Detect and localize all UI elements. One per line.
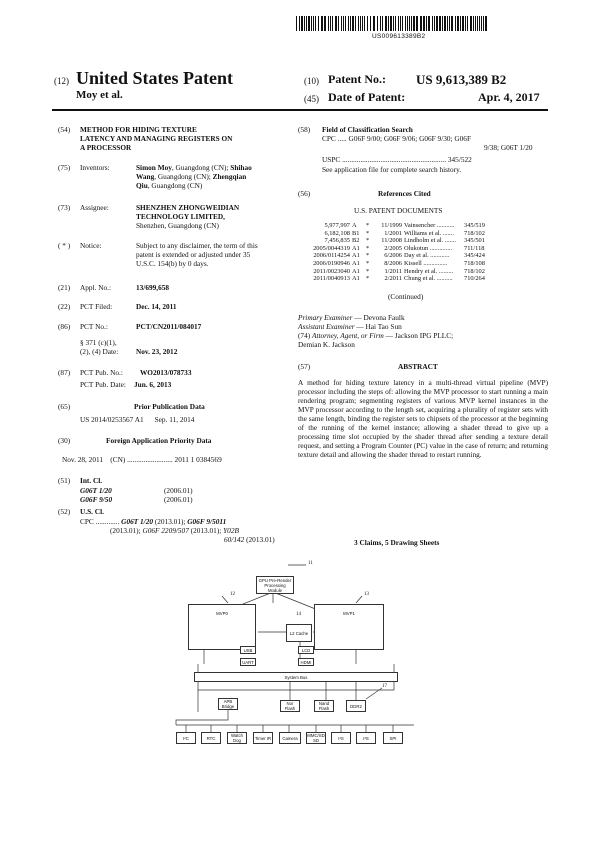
patent-type-title: United States Patent xyxy=(76,68,233,88)
barcode-bar xyxy=(411,16,412,31)
int-cl-title: Int. Cl. xyxy=(80,476,103,485)
reference-cls: 345/501 xyxy=(464,237,485,245)
reference-date: 2/2005 xyxy=(384,244,402,252)
notice-line-2: patent is extended or adjusted under 35 xyxy=(136,250,251,259)
header-rule xyxy=(52,109,548,111)
barcode-bar xyxy=(413,16,415,31)
attorney-line-1 xyxy=(298,331,453,340)
primary-examiner-label: Primary Examiner xyxy=(298,313,353,322)
usb-block: USB xyxy=(240,646,256,654)
reference-name: Chung et al. .......... xyxy=(404,275,453,283)
figure-lines xyxy=(168,560,424,760)
reference-name: Kissell ............... xyxy=(404,259,448,267)
f75-code: (75) xyxy=(58,163,71,172)
ref-14: 14 xyxy=(296,612,301,617)
reference-kind: A1 xyxy=(352,267,360,275)
assignee-line-2: TECHNOLOGY LIMITED, xyxy=(136,212,225,221)
pct-no-value: PCT/CN2011/084017 xyxy=(136,322,202,331)
inventors-line-2: Wang, Guangdong (CN); Zhengqian xyxy=(136,172,247,181)
field-search-cpc-2: 9/38; G06T 1/20 xyxy=(484,143,533,152)
reference-row xyxy=(300,237,487,245)
foreign-priority-title: Foreign Application Priority Data xyxy=(106,436,212,445)
barcode-bar xyxy=(483,16,484,31)
barcode-bar xyxy=(455,16,456,31)
barcode xyxy=(296,16,490,31)
prior-pub-title: Prior Publication Data xyxy=(134,402,205,411)
pct-pub-no-value: WO2013/078733 xyxy=(140,368,192,377)
hdmi-block: HDMI xyxy=(298,658,314,666)
barcode-bar xyxy=(475,16,476,31)
barcode-bar xyxy=(395,16,396,31)
claims-summary: 3 Claims, 5 Drawing Sheets xyxy=(354,538,440,547)
rtc-block: RTC xyxy=(201,732,221,744)
barcode-bar xyxy=(400,16,401,31)
spi-block: SPI xyxy=(383,732,403,744)
system-bus: System Bus xyxy=(194,672,398,682)
reference-star: * xyxy=(366,237,370,245)
int-cl-2-date: (2006.01) xyxy=(164,495,193,504)
reference-star: * xyxy=(366,244,370,252)
country-code: (12) xyxy=(54,76,69,86)
barcode-bar xyxy=(467,16,468,31)
barcode-bar xyxy=(373,16,375,31)
reference-row xyxy=(300,222,487,230)
f73-code: (73) xyxy=(58,203,71,212)
reference-date: 8/2006 xyxy=(384,259,402,267)
reference-row xyxy=(300,252,487,260)
barcode-bar xyxy=(465,16,466,31)
reference-num: 2005/0044319 xyxy=(313,244,350,252)
barcode-bar xyxy=(434,16,435,31)
barcode-bar xyxy=(306,16,307,31)
reference-name: Williams et al. ....... xyxy=(404,229,454,237)
reference-date: 11/1999 xyxy=(381,222,402,229)
reference-cls: 718/108 xyxy=(464,259,485,267)
inventors-label: Inventors: xyxy=(80,163,110,172)
cpc-line2-c: (2013.01); xyxy=(188,526,224,535)
barcode-bar xyxy=(460,16,461,31)
barcode-bar xyxy=(313,16,314,31)
barcode-bar xyxy=(380,16,381,31)
barcode-bar xyxy=(393,16,394,31)
field-search-title: Field of Classification Search xyxy=(322,125,413,134)
int-cl-2: G06F 9/50 xyxy=(80,495,113,504)
barcode-bar xyxy=(343,16,344,31)
barcode-bar xyxy=(398,16,399,31)
attorney-value: — Jackson IPG PLLC; xyxy=(383,331,454,340)
barcode-bar xyxy=(355,16,356,31)
reference-num: 2011/0040913 xyxy=(313,275,350,283)
pct-no-label: PCT No.: xyxy=(80,322,108,331)
barcode-bar xyxy=(364,16,365,31)
barcode-bar xyxy=(345,16,346,31)
barcode-bar xyxy=(350,16,351,31)
reference-kind: A1 xyxy=(352,244,360,252)
reference-row xyxy=(300,245,487,253)
f57-code: (57) xyxy=(298,362,311,371)
nand-flash-block: Nand Flash xyxy=(314,700,334,712)
abstract-title: ABSTRACT xyxy=(398,362,438,371)
barcode-bar xyxy=(477,16,478,31)
date-code: (45) xyxy=(304,94,319,104)
inventors-line-3: Qiu, Guangdong (CN) xyxy=(136,181,203,190)
barcode-bar xyxy=(328,16,329,31)
reference-star: * xyxy=(366,252,370,260)
us-cl-title: U.S. Cl. xyxy=(80,507,104,516)
cpc-class-2: G06F 9/5011 xyxy=(187,517,227,526)
reference-row xyxy=(300,260,487,268)
ref-13: 13 xyxy=(364,592,369,597)
us-cl-line-2 xyxy=(110,526,239,535)
i2s-block: I²S xyxy=(331,732,351,744)
reference-cls: 345/424 xyxy=(464,252,485,260)
barcode-bar xyxy=(485,16,487,31)
f54-code: (54) xyxy=(58,125,71,134)
pct-filed-value: Dec. 14, 2011 xyxy=(136,302,177,311)
mmc-block: MMC/SD SD xyxy=(307,733,325,743)
reference-num: 7,456,835 xyxy=(324,237,350,245)
reference-kind: A xyxy=(352,222,357,229)
references-subtitle: U.S. PATENT DOCUMENTS xyxy=(354,206,443,215)
barcode-bar xyxy=(442,16,443,31)
barcode-bar xyxy=(439,16,441,31)
f30-code: (30) xyxy=(58,436,71,445)
cpc-class-1-date: (2013.01); xyxy=(153,517,188,526)
barcode-bar xyxy=(444,16,446,31)
assistant-examiner-label: Assistant Examiner xyxy=(298,322,355,331)
watchdog-block: Watch Dog xyxy=(227,732,247,744)
barcode-bar xyxy=(423,16,425,31)
notice-label: Notice: xyxy=(80,241,102,250)
patent-no-value: US 9,613,389 B2 xyxy=(416,72,507,87)
reference-star: * xyxy=(366,275,370,283)
barcode-bar xyxy=(402,16,403,31)
front-page-figure xyxy=(168,560,424,760)
title-line-2: LATENCY AND MANAGING REGISTERS ON xyxy=(80,134,233,143)
f51-code: (51) xyxy=(58,476,71,485)
reference-date: 11/2008 xyxy=(381,237,402,245)
camera-block: Camera xyxy=(279,732,301,744)
barcode-bar xyxy=(432,16,433,31)
ref-12: 12 xyxy=(230,592,235,597)
barcode-number: US009613389B2 xyxy=(372,33,426,40)
field-search-see: See application file for complete search history. xyxy=(322,165,462,174)
cpc-line3-date: (2013.01) xyxy=(244,535,275,544)
patent-no-label: Patent No.: xyxy=(328,72,386,86)
assignee-label: Assignee: xyxy=(80,203,109,212)
notice-line-3: U.S.C. 154(b) by 0 days. xyxy=(136,259,209,268)
pct-filed-label: PCT Filed: xyxy=(80,302,113,311)
barcode-bar xyxy=(360,16,361,31)
barcode-bar xyxy=(385,16,387,31)
barcode-bar xyxy=(352,16,354,31)
reference-star: * xyxy=(366,222,370,229)
field-search-cpc-1: CPC ..... G06F 9/00; G06F 9/06; G06F 9/30; G06F xyxy=(322,134,472,143)
barcode-bar xyxy=(473,16,474,31)
reference-kind: A1 xyxy=(352,259,360,267)
timer-block: Timer IR xyxy=(253,732,273,744)
patent-no-code: (10) xyxy=(304,76,319,86)
barcode-bar xyxy=(367,16,368,31)
cpc-class-1: G06T 1/20 xyxy=(121,517,153,526)
barcode-bar xyxy=(449,16,450,31)
barcode-bar xyxy=(311,16,312,31)
appl-no-value: 13/699,658 xyxy=(136,283,170,292)
references-title: References Cited xyxy=(378,189,431,198)
date-label: Date of Patent: xyxy=(328,90,406,104)
reference-kind: A1 xyxy=(352,252,360,260)
cpc-class-4: Y02B xyxy=(223,526,239,535)
f58-code: (58) xyxy=(298,125,311,134)
cpc-line2-a: (2013.01); xyxy=(110,526,143,535)
title-line-1: METHOD FOR HIDING TEXTURE xyxy=(80,125,197,134)
barcode-bar xyxy=(321,16,323,31)
assignee-line-1: SHENZHEN ZHONGWEIDIAN xyxy=(136,203,240,212)
pct-pub-no-label: PCT Pub. No.: xyxy=(80,368,123,377)
barcode-bar xyxy=(324,16,326,31)
apb-bridge-block: APB Bridge xyxy=(218,698,238,710)
barcode-bar xyxy=(457,16,459,31)
reference-name: Day et al. ............ xyxy=(404,252,450,260)
reference-star: * xyxy=(366,229,370,237)
cpc-class-3: G06F 2209/507 xyxy=(142,526,189,535)
reference-name: Lindholm et al. ....... xyxy=(404,237,457,245)
inventors-line-1: Simon Moy, Guangdong (CN); Shihao xyxy=(136,163,252,172)
barcode-bar xyxy=(481,16,482,31)
barcode-bar xyxy=(304,16,305,31)
appl-no-label: Appl. No.: xyxy=(80,283,112,292)
barcode-bar xyxy=(416,16,418,31)
section-371-line-2: (2), (4) Date: xyxy=(80,347,119,356)
notice-line-1: Subject to any disclaimer, the term of this xyxy=(136,241,258,250)
f87-code: (87) xyxy=(58,368,71,377)
reference-row xyxy=(300,275,487,283)
reference-date: 1/2011 xyxy=(384,267,402,275)
barcode-bar xyxy=(462,16,464,31)
reference-date: 2/2011 xyxy=(384,275,402,283)
nor-flash-block: Nor Flash xyxy=(280,700,300,712)
notice-code: ( * ) xyxy=(58,241,71,250)
barcode-bar xyxy=(362,16,363,31)
reference-cls: 718/102 xyxy=(464,267,485,275)
barcode-bar xyxy=(296,16,297,31)
reference-cls: 345/519 xyxy=(464,222,485,229)
reference-star: * xyxy=(366,267,370,275)
barcode-bar xyxy=(335,16,337,31)
references-continued: (Continued) xyxy=(388,292,424,301)
barcode-bar xyxy=(420,16,422,31)
reference-num: 2006/0190946 xyxy=(313,259,350,267)
f65-code: (65) xyxy=(58,402,71,411)
assistant-examiner xyxy=(298,322,402,331)
barcode-bar xyxy=(341,16,342,31)
l2-cache-block: L2 Cache xyxy=(286,624,312,642)
reference-num: 6,182,108 xyxy=(324,229,350,237)
reference-num: 5,977,997 xyxy=(324,222,350,229)
gpu-prerender-module: GPU Pre-Render Processing Module xyxy=(256,576,294,594)
foreign-priority-line: Nov. 28, 2011 (CN) ......................... 2011 1 0384569 xyxy=(62,455,222,464)
reference-num: 2006/0114254 xyxy=(313,252,350,260)
i2s-block-2: I²S xyxy=(356,732,376,744)
attorney-label: Attorney, Agent, or Firm xyxy=(312,331,384,340)
reference-kind: B2 xyxy=(352,237,360,245)
barcode-bar xyxy=(358,16,359,31)
primary-examiner-value: — Devona Faulk xyxy=(352,313,405,322)
reference-num: 2011/0023040 xyxy=(313,267,350,275)
attorney-code: (74) xyxy=(298,331,311,340)
f52-code: (52) xyxy=(58,507,71,516)
reference-row xyxy=(300,230,487,238)
reference-row xyxy=(300,268,487,276)
barcode-bar xyxy=(428,16,430,31)
i2c-block: I²C xyxy=(176,732,196,744)
field-search-uspc: USPC ......................................................... 345/522 xyxy=(322,155,472,164)
barcode-bar xyxy=(348,16,349,31)
cpc-class-4b: 60/142 xyxy=(224,535,245,544)
barcode-bar xyxy=(330,16,331,31)
barcode-bar xyxy=(301,16,303,31)
barcode-bar xyxy=(390,16,392,31)
barcode-bar xyxy=(451,16,453,31)
barcode-bar xyxy=(426,16,427,31)
barcode-bar xyxy=(479,16,480,31)
int-cl-1-date: (2006.01) xyxy=(164,486,193,495)
reference-name: Vainsencher ........... xyxy=(404,222,455,229)
pct-pub-date-value: Jun. 6, 2013 xyxy=(134,380,172,389)
lcd-block: LCD xyxy=(298,646,314,654)
mvp0-block: MVP0 xyxy=(188,604,256,650)
reference-cls: 711/118 xyxy=(464,244,485,252)
barcode-bar xyxy=(299,16,300,31)
int-cl-1: G06T 1/20 xyxy=(80,486,112,495)
inventor-short: Moy et al. xyxy=(76,89,123,101)
barcode-bar xyxy=(377,16,378,31)
barcode-bar xyxy=(447,16,448,31)
reference-date: 1/2001 xyxy=(384,229,402,237)
barcode-bar xyxy=(308,16,310,31)
reference-kind: B1 xyxy=(352,229,360,237)
barcode-bar xyxy=(388,16,389,31)
barcode-bar xyxy=(332,16,333,31)
us-cl-line-1 xyxy=(80,517,226,526)
reference-name: Olukotun .............. xyxy=(404,244,453,252)
f21-code: (21) xyxy=(58,283,71,292)
pct-pub-date-label: PCT Pub. Date: xyxy=(80,380,126,389)
barcode-bar xyxy=(407,16,408,31)
attorney-line-2: Demian K. Jackson xyxy=(298,340,355,349)
barcode-bar xyxy=(338,16,339,31)
ref-17: 17 xyxy=(382,684,387,689)
section-371-line-1: § 371 (c)(1), xyxy=(80,338,117,347)
assignee-line-3: Shenzhen, Guangdong (CN) xyxy=(136,221,219,230)
barcode-bar xyxy=(370,16,371,31)
assistant-examiner-value: — Hai Tao Sun xyxy=(354,322,402,331)
cpc-label: CPC ............. xyxy=(80,517,120,526)
primary-examiner xyxy=(298,313,405,322)
uart-block: UART xyxy=(240,658,256,666)
reference-star: * xyxy=(366,259,370,267)
barcode-bar xyxy=(382,16,383,31)
barcode-bar xyxy=(409,16,410,31)
reference-cls: 710/264 xyxy=(464,275,485,283)
f22-code: (22) xyxy=(58,302,71,311)
mvp1-block: MVP1 xyxy=(314,604,384,650)
barcode-bar xyxy=(470,16,472,31)
barcode-bar xyxy=(315,16,316,31)
abstract-text: A method for hiding texture latency in a multi-thread virtual pipeline (MVP) processor including the steps of: allowing the MVP processor to start running a main rendering program; segmenting registers of various MVP kernel instances in the MVP processor according to the length set, acquiring a plurality of register sets with the same length, binding the register sets to chipsets of the processor at the beginning of the running of the kernel instance; allowing a shader thread to give up a processing time slot occupied by the shader thread after sending a texture detail request, and setting a Program Counter (PC) value in the case of return; and returning texture detail and allowing the shader thread to restart running. xyxy=(298,378,548,459)
section-371-value: Nov. 23, 2012 xyxy=(136,347,178,356)
reference-date: 6/2006 xyxy=(384,252,402,260)
prior-pub-line: US 2014/0253567 A1 Sep. 11, 2014 xyxy=(80,415,195,424)
barcode-bar xyxy=(436,16,438,31)
title-line-3: A PROCESSOR xyxy=(80,143,132,152)
ddr2-block: DDR2 xyxy=(346,700,366,712)
barcode-bar xyxy=(405,16,406,31)
date-value: Apr. 4, 2017 xyxy=(478,90,540,104)
reference-name: Hendry et al. ......... xyxy=(404,267,454,275)
f86-code: (86) xyxy=(58,322,71,331)
barcode-bar xyxy=(318,16,319,31)
reference-cls: 718/102 xyxy=(464,229,485,237)
us-cl-line-3 xyxy=(224,535,275,544)
f56-code: (56) xyxy=(298,189,311,198)
references-table xyxy=(300,222,487,283)
reference-kind: A1 xyxy=(352,275,360,283)
ref-11: 11 xyxy=(308,561,313,566)
